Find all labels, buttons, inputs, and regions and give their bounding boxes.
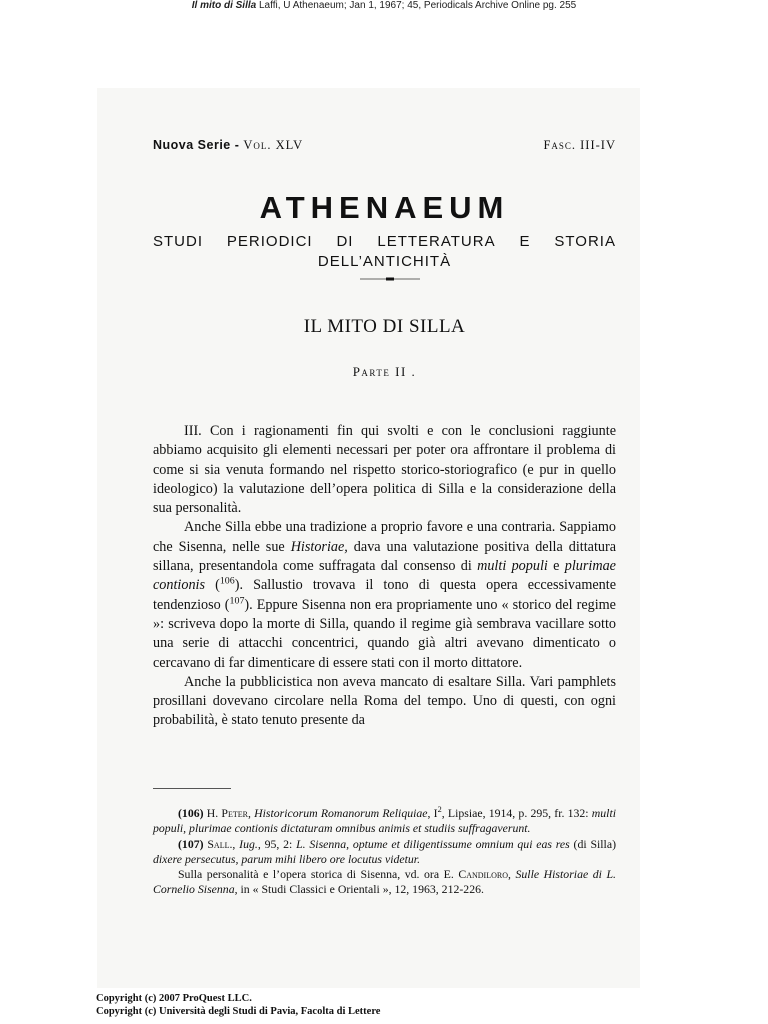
superscript: 2 [437, 805, 442, 815]
text-run: dava una valutazione positiva della dittatura sillana, presentandola come suffragata dal consenso di [153, 538, 616, 575]
footnote-107-continued [153, 867, 616, 898]
text-run: , [508, 867, 516, 882]
text-run: ). Eppure Sisenna non era propriamente uno « storico del regime »: scriveva dopo la morte di Silla, quando il regime già sembrava vacillare sotto una serie di attacchi concentrici, quando già altri avevano dimenticato o cercavano di far dimenticare di essere stati con il morto dittatore. [153, 596, 616, 671]
latin-quote: multi populi, plurimae contionis dictaturam omnibus animis et studiis suffragaverunt. [153, 806, 617, 836]
work-title: Iug. [239, 836, 258, 851]
paragraph: Anche la pubblicistica non aveva mancato di esaltare Silla. Vari pamphlets prosillani dovevano circolare nella Roma del tempo. Uno di questi, con ogni probabilità, è stato tenuto presente da [153, 673, 616, 729]
footnote-number: (107) [178, 836, 204, 851]
fascicle-label: Fasc. III-IV [543, 138, 616, 152]
part-label: Parte [352, 364, 391, 379]
author-name: Peter [221, 806, 248, 820]
journal-subtitle-line2: DELL’ANTICHITÀ [317, 253, 452, 270]
footnotes [153, 806, 616, 898]
volume-label: Vol. XLV [243, 138, 304, 152]
italic-run: Historiae, [290, 538, 348, 555]
footnote-ref: 107 [229, 594, 245, 606]
divider-ornament [360, 276, 420, 282]
subtitle-word: STUDI [153, 233, 203, 250]
text-run: , 95, 2: [257, 836, 297, 851]
text-run: e [547, 558, 565, 575]
author-name: Candiloro [458, 867, 508, 882]
series-volume [153, 138, 303, 153]
author-name: Sall. [203, 836, 233, 851]
footnote-107 [153, 837, 616, 868]
text-run: Sulla personalità e l’opera storica di Sisenna, vd. ora E. [178, 867, 459, 882]
journal-subtitle [153, 232, 616, 272]
footnote-number: (106) [178, 806, 204, 820]
text-run: , Lipsiae, 1914, p. 295, fr. 132: [441, 806, 592, 820]
text-run: (di Silla) [569, 836, 617, 851]
text-run: H. [203, 806, 222, 820]
text-run: , in « Studi Classici e Orientali », 12, 1963, 212-226. [234, 882, 484, 897]
paragraph: III. Con i ragionamenti fin qui svolti e con le conclusioni raggiunte abbiamo acquisito gli elementi necessari per poter ora affrontare il problema di come si sia venuta formando nel rispetto storico-storiografico (e pur in quello ideologico) la valutazione dell’opera politica di Silla e la considerazione della sua personalità. [153, 423, 616, 517]
journal-title: ATHENAEUM [259, 190, 510, 225]
text-run: , I [427, 806, 438, 820]
part-heading [153, 364, 616, 380]
italic-run: multi populi [477, 558, 548, 575]
series-label: Nuova Serie - [153, 138, 244, 152]
subtitle-word: STORIA [554, 233, 616, 250]
text-run: ). Sallustio trovava il tono di questa opera eccessivamente tendenzioso ( [153, 577, 616, 613]
copyright-line: Copyright (c) Università degli Studi di Pavia, Facolta di Lettere [96, 1006, 381, 1017]
citation-details: Laffi, U Athenaeum; Jan 1, 1967; 45, Periodicals Archive Online pg. 255 [256, 0, 577, 11]
latin-quote: L. Sisenna, optume et diligentissume omnium qui eas res [296, 836, 570, 851]
work-title: Sulle Historiae di L. Cornelio Sisenna [153, 867, 616, 897]
subtitle-word: PERIODICI [226, 233, 313, 250]
italic-run: plurimae contionis [153, 558, 616, 594]
latin-quote: dixere persecutus, parum mihi libero ore locutus videtur. [153, 851, 421, 866]
subtitle-word: DI [336, 233, 354, 250]
subtitle-word: LETTERATURA [377, 233, 496, 250]
part-number: II . [390, 364, 417, 379]
subtitle-word: E [519, 233, 531, 250]
journal-subtitle-line1 [153, 232, 616, 252]
article-body [153, 422, 616, 731]
footnote-106 [153, 806, 616, 837]
footnote-ref: 106 [219, 575, 235, 587]
copyright-notice [96, 992, 380, 1018]
work-title: Historicorum Romanorum Reliquiae [254, 806, 428, 820]
text-run: , [247, 806, 255, 820]
footnote-rule [153, 788, 231, 789]
paragraph [153, 518, 616, 672]
citation-header [0, 0, 768, 12]
text-run: , [232, 836, 240, 851]
copyright-line: Copyright (c) 2007 ProQuest LLC. [96, 993, 252, 1004]
text-run: Anche Silla ebbe una tradizione a proprio favore e una contraria. Sappiamo che Sisenna, nelle sue [153, 519, 616, 555]
article-title: IL MITO DI SILLA [303, 316, 466, 337]
text-run: ( [205, 577, 220, 594]
citation-title: Il mito di Silla [191, 0, 257, 11]
